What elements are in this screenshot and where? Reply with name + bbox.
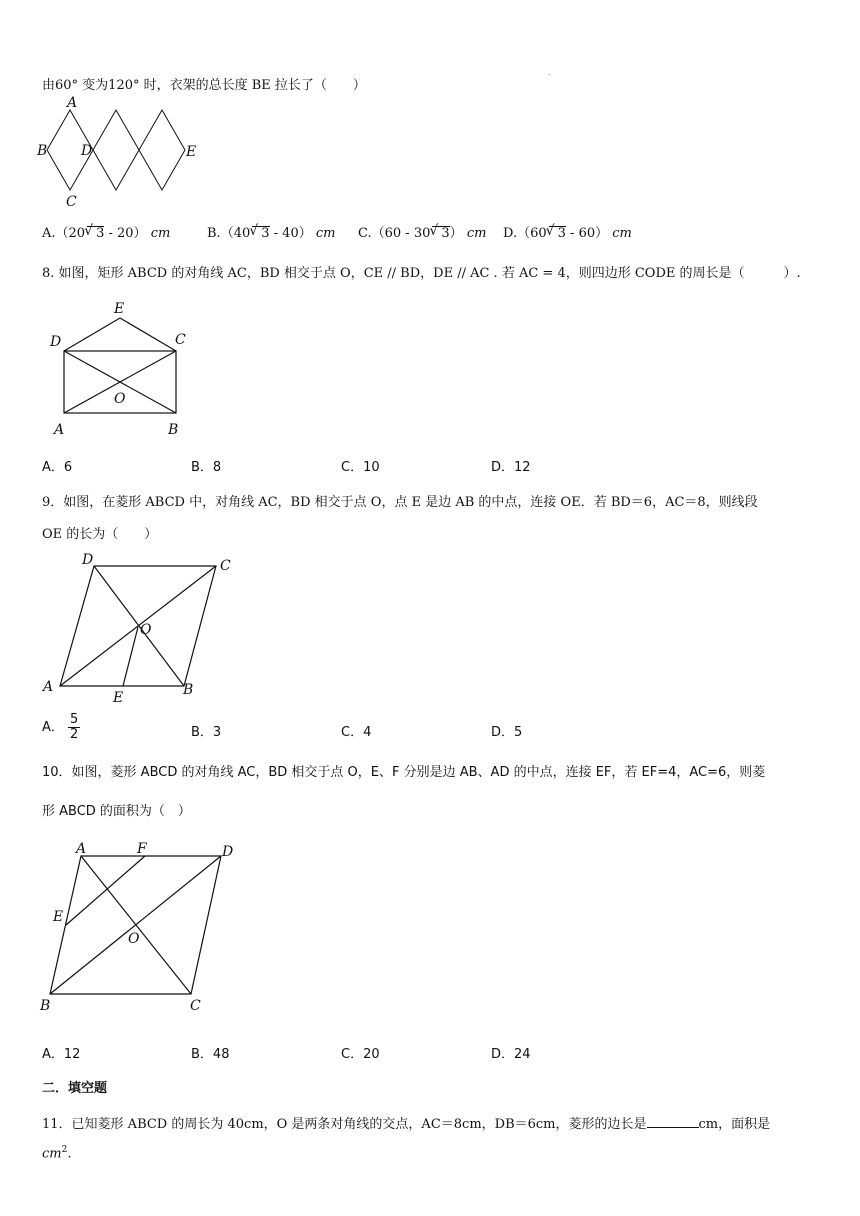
q8-label-o: O [114,391,126,407]
q10-option-a: A．12 [42,1047,81,1062]
q9-label-o: O [140,622,152,638]
q7-option-c: C.（60 - 30√ 3） cm [358,222,486,241]
section-heading: 二．填空题 [42,1081,108,1096]
q10-label-c: C [190,998,201,1014]
q10-stem-line2: 形 ABCD 的面积为（ ） [42,804,191,819]
q10-figure [36,836,246,1016]
q7-label-c: C [66,194,77,208]
q7-stem: 由60° 变为120° 时，衣架的总长度 BE 拉长了（ ） [42,78,366,93]
q10-label-d: D [222,844,234,860]
q9-label-a: A [43,679,54,695]
q7-option-b: B.（40√ 3 - 40） cm [207,222,335,241]
q10-label-e: E [53,909,64,925]
q7-label-a: A [67,96,78,111]
q9-option-b: B．3 [191,725,222,740]
q8-label-d: D [50,334,62,350]
q9-option-a: A． $\frac{5}{2}$ [42,712,79,742]
q11-line1: 11．已知菱形 ABCD 的周长为 40cm，O 是两条对角线的交点，AC＝8cm，DB＝6cm，菱形的边长是 cm，面积是 [42,1117,771,1132]
q9-stem-line2: OE 的长为（ ） [42,527,158,542]
q10-label-b: B [40,998,51,1014]
q9-stem-line1: 9．如图，在菱形 ABCD 中，对角线 AC，BD 相交于点 O，点 E 是边 AB 的中点，连接 OE．若 BD＝6，AC＝8，则线段 [42,495,758,510]
q10-option-c: C．20 [341,1047,380,1062]
q8-stem: 8. 如图，矩形 ABCD 的对角线 AC，BD 相交于点 O，CE // BD，DE // AC . 若 AC = 4，则四边形 CODE 的周长是（ ）. [42,266,801,281]
q9-label-d: D [82,552,94,568]
corner-mark: - [548,70,551,79]
q8-option-a: A．6 [42,460,73,475]
q10-stem-line1: 10．如图，菱形 ABCD 的对角线 AC，BD 相交于点 O，E、F 分别是边 AB、AD 的中点，连接 EF，若 EF=4，AC=6，则菱 [42,765,766,780]
q8-label-e: E [114,301,125,317]
q7-option-d: D.（60√ 3 - 60） cm [503,222,632,241]
q10-label-a: A [76,841,87,857]
q9-label-e: E [113,690,124,706]
q7-option-a: A.（20√ 3 - 20） cm [42,222,170,241]
q10-option-d: D．24 [491,1047,531,1062]
q7-label-b: B [37,143,48,159]
q9-label-c: C [220,558,231,574]
q8-label-b: B [168,422,179,438]
q9-option-d: D．5 [491,725,523,740]
q7-label-e: E [186,144,197,160]
q9-label-b: B [183,682,194,698]
q9-figure [38,552,238,708]
q10-label-f: F [137,841,147,857]
q11-blank[interactable] [647,1127,699,1128]
q10-option-b: B．48 [191,1047,230,1062]
q8-label-c: C [175,332,186,348]
q8-figure [46,296,206,440]
q8-option-b: B．8 [191,460,222,475]
q10-label-o: O [128,931,140,947]
q9-option-a-fraction: $\frac{5}{2}$ [70,712,79,742]
q8-option-d: D．12 [491,460,531,475]
q8-option-c: C．10 [341,460,380,475]
q7-label-d: D [81,143,93,159]
q11-line2: $cm^2$. [42,1145,72,1162]
q7-figure [36,96,206,208]
q8-label-a: A [54,422,65,438]
q9-option-c: C．4 [341,725,372,740]
